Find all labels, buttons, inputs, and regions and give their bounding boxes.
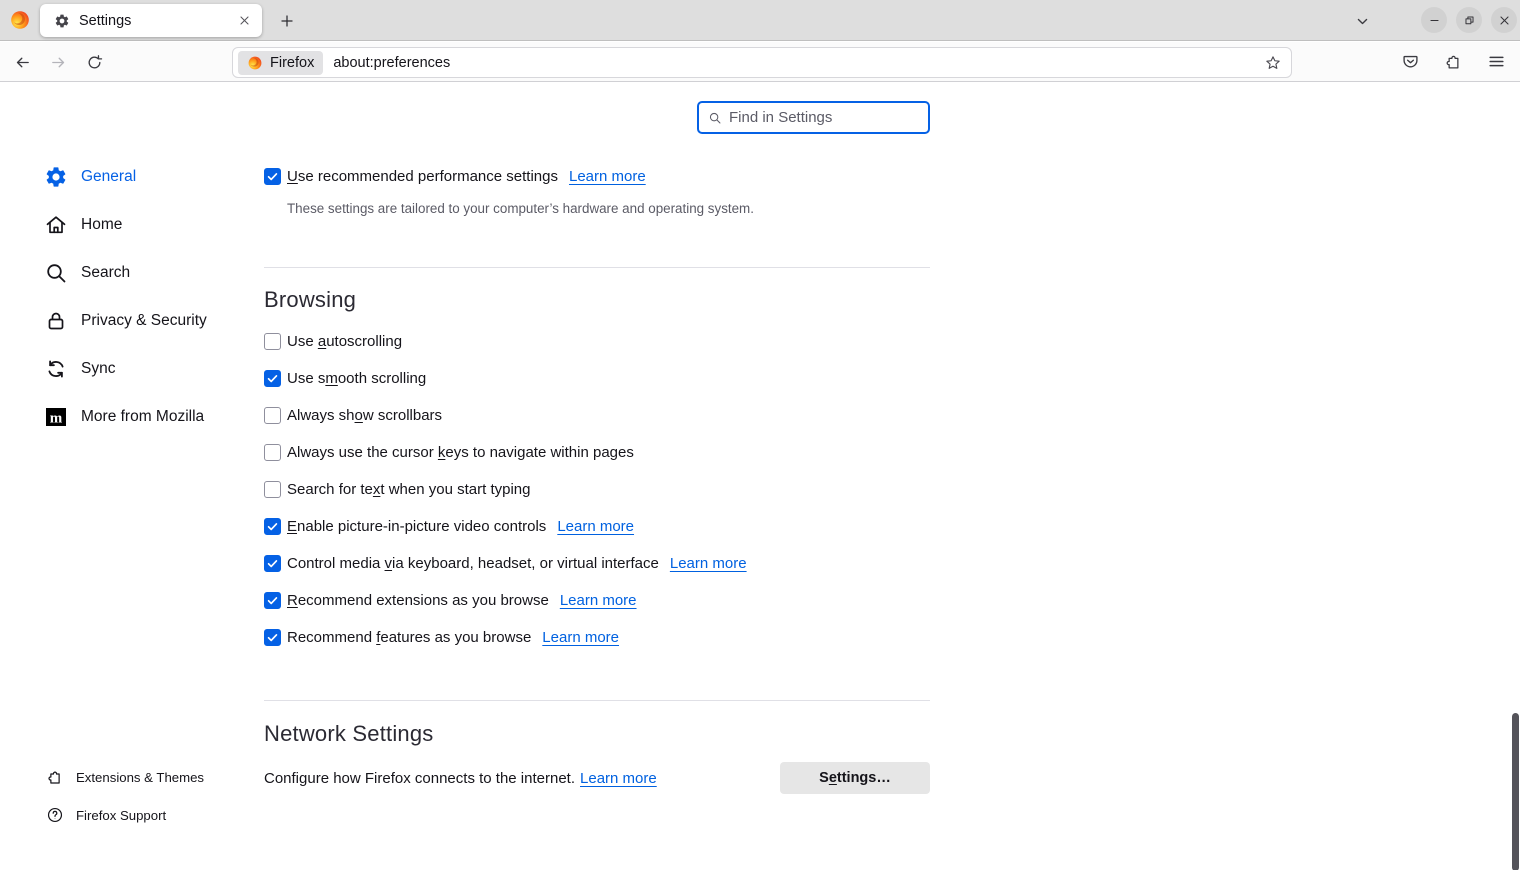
check-icon <box>266 594 279 607</box>
network-settings-heading: Network Settings <box>264 721 434 746</box>
browsing-options <box>264 323 747 656</box>
site-chip-label: Firefox <box>270 54 315 71</box>
list-all-tabs-button[interactable] <box>1350 9 1374 33</box>
plus-icon <box>279 13 295 29</box>
find-in-settings-box[interactable] <box>697 101 930 134</box>
check-icon <box>266 631 279 644</box>
sidebar-item-label: More from Mozilla <box>81 408 205 425</box>
settings-page <box>0 83 1520 870</box>
tab-settings[interactable] <box>40 4 262 37</box>
new-tab-button[interactable] <box>274 8 300 34</box>
checkbox-row-use-autoscrolling <box>264 323 747 360</box>
checkbox[interactable] <box>264 518 281 535</box>
section-divider <box>264 267 930 268</box>
checkbox-label[interactable]: Enable picture-in-picture video controls <box>287 518 547 535</box>
checkbox-label[interactable]: Use smooth scrolling <box>287 370 427 387</box>
checkbox-row-picture-in-picture <box>264 508 747 545</box>
window-controls <box>1421 7 1517 33</box>
check-icon <box>266 170 279 183</box>
sidebar-item-home[interactable] <box>40 201 250 249</box>
sidebar-item-label: Search <box>81 264 131 281</box>
tab-title: Settings <box>79 12 132 29</box>
checkbox-label[interactable]: Always show scrollbars <box>287 407 443 424</box>
restore-icon <box>1463 14 1476 27</box>
puzzle-icon <box>46 768 64 786</box>
checkbox[interactable] <box>264 370 281 387</box>
checkbox[interactable] <box>264 168 281 185</box>
mozilla-m-icon <box>44 405 68 429</box>
check-icon <box>266 557 279 570</box>
reload-icon <box>86 54 103 71</box>
checkbox[interactable] <box>264 481 281 498</box>
extensions-button[interactable] <box>1440 48 1466 74</box>
navigation-toolbar <box>0 42 1520 82</box>
url-text[interactable]: about:preferences <box>333 54 451 71</box>
sidebar-item-label: Home <box>81 216 123 233</box>
sidebar-item-more-from-mozilla[interactable] <box>40 393 250 441</box>
lock-icon <box>44 309 68 333</box>
back-button[interactable] <box>8 48 36 76</box>
network-description: Configure how Firefox connects to the internet. <box>264 769 576 787</box>
gear-icon <box>54 13 70 29</box>
tab-bar <box>0 0 1520 41</box>
search-icon <box>44 261 68 285</box>
pocket-icon <box>1401 52 1420 71</box>
firefox-app-icon <box>9 9 31 31</box>
performance-description: These settings are tailored to your computer’s hardware and operating system. <box>287 201 754 216</box>
sidebar-item-general[interactable] <box>40 153 250 201</box>
reload-button[interactable] <box>80 48 108 76</box>
sidebar-item-search[interactable] <box>40 249 250 297</box>
network-settings-button[interactable]: S e ttings… <box>780 762 930 794</box>
menu-button[interactable] <box>1483 48 1509 74</box>
vertical-scrollbar-thumb[interactable] <box>1512 713 1519 870</box>
forward-button[interactable] <box>44 48 72 76</box>
checkbox[interactable] <box>264 333 281 350</box>
firefox-support-link[interactable] <box>40 796 204 834</box>
minimize-button[interactable] <box>1421 7 1447 33</box>
check-icon <box>266 520 279 533</box>
firefox-favicon <box>247 55 263 71</box>
puzzle-icon <box>1444 52 1463 71</box>
checkbox[interactable] <box>264 444 281 461</box>
learn-more-link[interactable]: Learn more <box>669 555 747 572</box>
checkbox[interactable] <box>264 407 281 424</box>
check-icon <box>266 372 279 385</box>
close-window-button[interactable] <box>1491 7 1517 33</box>
footer-item-label: Firefox Support <box>76 807 167 823</box>
checkbox-row-show-scrollbars <box>264 397 747 434</box>
learn-more-link[interactable]: Learn more <box>557 518 635 535</box>
checkbox-label[interactable]: Always use the cursor keys to navigate within pages <box>287 444 634 461</box>
hamburger-icon <box>1487 52 1506 71</box>
learn-more-link[interactable]: Learn more <box>559 592 637 609</box>
checkbox-label[interactable]: Search for text when you start typing <box>287 481 531 498</box>
network-settings-row <box>264 762 930 794</box>
checkbox-label[interactable]: Use autoscrolling <box>287 333 403 350</box>
checkbox-row-control-media <box>264 545 747 582</box>
sidebar-item-label: Sync <box>81 360 116 377</box>
performance-row <box>264 168 646 185</box>
sync-icon <box>44 357 68 381</box>
settings-sidebar <box>40 153 250 441</box>
extensions-themes-link[interactable] <box>40 758 204 796</box>
checkbox-label[interactable]: Use recommended performance settings <box>287 168 558 185</box>
back-arrow-icon <box>14 54 31 71</box>
pocket-button[interactable] <box>1397 48 1423 74</box>
site-identity-chip[interactable] <box>238 51 323 75</box>
checkbox-row-cursor-keys <box>264 434 747 471</box>
tab-close-button[interactable] <box>232 9 256 33</box>
checkbox-row-recommend-features <box>264 619 747 656</box>
close-icon <box>238 14 251 27</box>
checkbox[interactable] <box>264 592 281 609</box>
close-icon <box>1498 14 1511 27</box>
chevron-down-icon <box>1355 14 1370 29</box>
restore-button[interactable] <box>1456 7 1482 33</box>
sidebar-item-label: General <box>81 168 137 185</box>
gear-icon <box>44 165 68 189</box>
checkbox[interactable] <box>264 629 281 646</box>
question-icon <box>46 806 64 824</box>
sidebar-item-privacy-security[interactable] <box>40 297 250 345</box>
checkbox[interactable] <box>264 555 281 572</box>
url-bar[interactable] <box>232 47 1292 78</box>
bookmark-star-icon[interactable] <box>1264 54 1282 72</box>
checkbox-label[interactable]: Recommend features as you browse <box>287 629 532 646</box>
minimize-icon <box>1428 14 1441 27</box>
forward-arrow-icon <box>50 54 67 71</box>
learn-more-link[interactable]: Learn more <box>542 629 620 646</box>
footer-item-label: Extensions & Themes <box>76 769 205 785</box>
sidebar-footer <box>40 758 204 834</box>
learn-more-link[interactable]: Learn more <box>580 769 657 787</box>
checkbox-row-recommend-extensions <box>264 582 747 619</box>
sidebar-item-sync[interactable] <box>40 345 250 393</box>
home-icon <box>44 213 68 237</box>
browsing-heading: Browsing <box>264 287 357 312</box>
checkbox-label[interactable]: Control media via keyboard, headset, or virtual interface <box>287 555 659 572</box>
sidebar-item-label: Privacy & Security <box>81 312 207 329</box>
search-input[interactable] <box>729 109 919 126</box>
search-icon <box>708 111 722 125</box>
checkbox-label[interactable]: Recommend extensions as you browse <box>287 592 549 609</box>
section-divider <box>264 700 930 701</box>
checkbox-row-smooth-scrolling <box>264 360 747 397</box>
learn-more-link[interactable]: Learn more <box>568 168 646 185</box>
checkbox-row-search-when-typing <box>264 471 747 508</box>
